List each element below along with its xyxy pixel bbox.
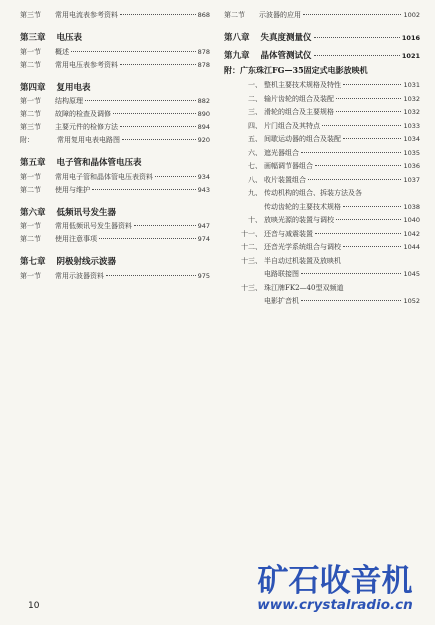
appendix-item-title: 珠江牌FK2—40型双频道 [264,283,344,292]
page-ref: 1037 [403,175,420,184]
leader-dots [343,84,401,85]
appendix-item-number: 十三、 [241,256,262,265]
leader-dots [343,206,401,207]
leader-dots [343,246,401,247]
leader-dots [155,176,196,177]
page-ref: 1002 [403,11,420,19]
appendix-item-number: 六、 [248,148,262,157]
appendix-item [224,163,420,177]
appendix-item [224,123,420,137]
appendix-item-title: 收片装置组合 [264,175,306,184]
appendix-item [224,244,420,258]
watermark [240,563,430,613]
appendix-item-number: 二、 [248,94,262,103]
appendix-item-number: 十三、 [241,283,262,292]
page-ref: 1032 [403,108,420,116]
chapter-heading [20,258,210,267]
appendix-item-number: 十、 [248,216,262,224]
appendix-item-title: 还音光学系统组合与调校 [264,243,341,251]
page-ref: 943 [197,185,210,194]
appendix-item-continued [224,298,420,312]
section-number: 第二节 [20,110,41,118]
appendix-item [224,217,420,231]
appendix-item-number: 四、 [248,121,262,130]
page-ref: 975 [197,271,210,280]
page-ref: 1021 [401,51,420,60]
appendix-item-title: 整机主要技术规格及特性 [264,81,341,89]
page-ref: 1044 [403,243,420,251]
appendix-item [224,285,420,299]
appendix-item [224,82,420,96]
page-ref: 868 [197,11,210,19]
section-title: 示波器的应用 [259,11,301,19]
appendix-item [224,190,420,204]
section-entry [20,62,210,75]
section-number: 第一节 [20,47,41,56]
chapter-heading [20,84,210,93]
page-ref: 1034 [403,135,420,143]
appendix-item-title: 间歇运动器的组合及装配 [264,135,341,143]
section-title: 常用示波器资料 [55,271,104,280]
chapter-heading [224,34,420,43]
appendix-item-continued [224,204,420,218]
leader-dots [301,152,401,153]
chapter-title: 晶体管测试仪 [260,50,312,61]
leader-dots [120,64,196,65]
page-ref: 890 [197,110,210,118]
leader-dots [336,219,401,220]
section-title: 主要元件的检修方法 [55,123,118,131]
section-number: 第一节 [20,271,41,280]
section-number: 第二节 [20,60,41,69]
appendix-item-title: 电影扩音机 [264,297,299,305]
chapter-heading [20,34,210,43]
chapter-heading [224,52,420,61]
section-entry [20,98,210,111]
chapter-number: 第七章 [20,257,46,267]
leader-dots [303,14,401,15]
chapter-number: 第六章 [20,207,46,218]
page-ref: 947 [197,222,210,230]
appendix-item-number: 八、 [248,175,262,184]
page-ref: 1036 [403,162,420,170]
leader-dots [315,233,401,234]
appendix-item-title: 滑轮的组合及主要规格 [264,108,334,116]
chapter-title: 电压表 [56,33,83,43]
section-title: 结构原理 [55,97,83,105]
appendix-item-number: 七、 [248,162,262,170]
leader-dots [314,55,400,56]
page-ref: 878 [197,60,210,69]
appendix-item [224,109,420,123]
appendix-item-number: 十一、 [241,229,262,238]
section-number: 第二节 [224,11,245,19]
appendix-item [224,150,420,164]
leader-dots [322,125,401,126]
leader-dots [99,238,196,239]
leader-dots [301,273,401,274]
leader-dots [308,179,401,180]
section-entry [20,49,210,62]
appendix-title: 广东珠江FG—35固定式电影放映机 [240,65,368,75]
chapter-title: 低频讯号发生器 [56,207,117,218]
chapter-number: 第八章 [224,33,250,43]
chapter-heading [20,159,210,168]
page-ref: 894 [197,123,210,131]
section-number: 第一节 [20,222,41,230]
section-title: 使用与维护 [55,185,90,194]
section-entry [20,236,210,249]
leader-dots [113,113,196,114]
appendix-item [224,258,420,272]
toc-right-column [224,12,420,312]
watermark-url: www.crystalradio.cn [257,597,413,613]
leader-dots [336,98,401,99]
appendix-item [224,96,420,110]
page-ref: 1031 [403,81,420,89]
section-title: 常用电压表参考资料 [55,60,118,69]
page-ref: 974 [197,235,210,243]
section-number: 第一节 [20,172,41,181]
appendix-item-title: 半自动过机装置及放映机 [264,256,341,265]
page-ref: 1016 [401,34,420,42]
appendix-item-title: 电路联接图 [264,270,299,278]
page-ref: 920 [197,136,210,144]
leader-dots [134,225,196,226]
appendix-item-title: 遮光器组合 [264,148,299,157]
section-title: 故障的检查及调修 [55,110,111,118]
appendix-item-number: 一、 [248,81,262,89]
leader-dots [120,126,196,127]
chapter-number: 第五章 [20,158,46,168]
page-ref: 1038 [403,202,420,211]
leader-dots [301,300,401,301]
page-ref: 878 [197,47,210,56]
page-ref: 934 [197,172,210,181]
page-ref: 1033 [403,121,420,130]
chapter-title: 失真度测量仪 [260,33,312,43]
section-title: 使用注意事项 [55,235,97,243]
section-entry [20,187,210,200]
leader-dots [122,139,196,140]
appendix-item [224,177,420,191]
appendix-prefix: 附： [224,65,240,75]
appendix-item-title: 传动机构的组合、拆装方法及各 [264,189,362,197]
chapter-heading [20,209,210,218]
leader-dots [314,37,400,38]
section-title: 常用电流表参考资料 [55,11,118,19]
appendix-item-title: 输片齿轮的组合及装配 [264,94,334,103]
section-number: 第三节 [20,123,41,131]
section-entry [20,174,210,187]
leader-dots [85,100,196,101]
chapter-title: 电子管和晶体管电压表 [56,158,142,168]
appendix-item-number: 五、 [248,135,262,143]
page-ref: 1040 [403,216,420,224]
section-entry [20,12,210,25]
appendix-item-number: 三、 [248,108,262,116]
section-number: 附： [20,136,34,144]
section-entry [20,137,210,150]
appendix-item-title: 放映光源的装置与调校 [264,216,334,224]
section-number: 第二节 [20,185,41,194]
leader-dots [92,189,196,190]
leader-dots [336,111,401,112]
page-ref: 1052 [403,297,420,305]
leader-dots [315,165,401,166]
section-number: 第二节 [20,235,41,243]
appendix-item-title: 传动齿轮的主要技术规格 [264,202,341,211]
appendix-item-number: 九、 [248,189,262,197]
section-number: 第三节 [20,11,41,19]
page-ref: 1035 [403,148,420,157]
leader-dots [71,51,196,52]
appendix-item [224,136,420,150]
section-entry [20,223,210,236]
appendix-item-title: 还音与减震装置 [264,229,313,238]
page-ref: 1045 [403,270,420,278]
chapter-title: 阴极射线示波器 [56,257,117,267]
appendix-item-continued [224,271,420,285]
leader-dots [106,275,196,276]
appendix-item [224,231,420,245]
chapter-number: 第九章 [224,50,250,61]
leader-dots [343,138,401,139]
chapter-number: 第四章 [20,82,46,93]
toc-left-column [20,12,210,286]
section-title: 常用复用电表电路图 [57,136,120,144]
section-title: 常用低频讯号发生器资料 [55,222,132,230]
appendix-heading [224,66,420,74]
chapter-number: 第三章 [20,33,46,43]
page-ref: 882 [197,97,210,105]
section-number: 第一节 [20,97,41,105]
section-title: 概述 [55,47,69,56]
appendix-item-title: 画幅调节器组合 [264,162,313,170]
page-number: 10 [28,601,40,611]
section-entry [20,273,210,286]
page-ref: 1042 [403,229,420,238]
watermark-title: 矿石收音机 [257,563,413,599]
section-entry [224,12,420,25]
appendix-item-number: 十二、 [241,243,262,251]
appendix-item-title: 片门组合及其特点 [264,121,320,130]
chapter-title: 复用电表 [56,82,91,93]
section-title: 常用电子管和晶体管电压表资料 [55,172,153,181]
page-ref: 1032 [403,94,420,103]
leader-dots [120,14,196,15]
